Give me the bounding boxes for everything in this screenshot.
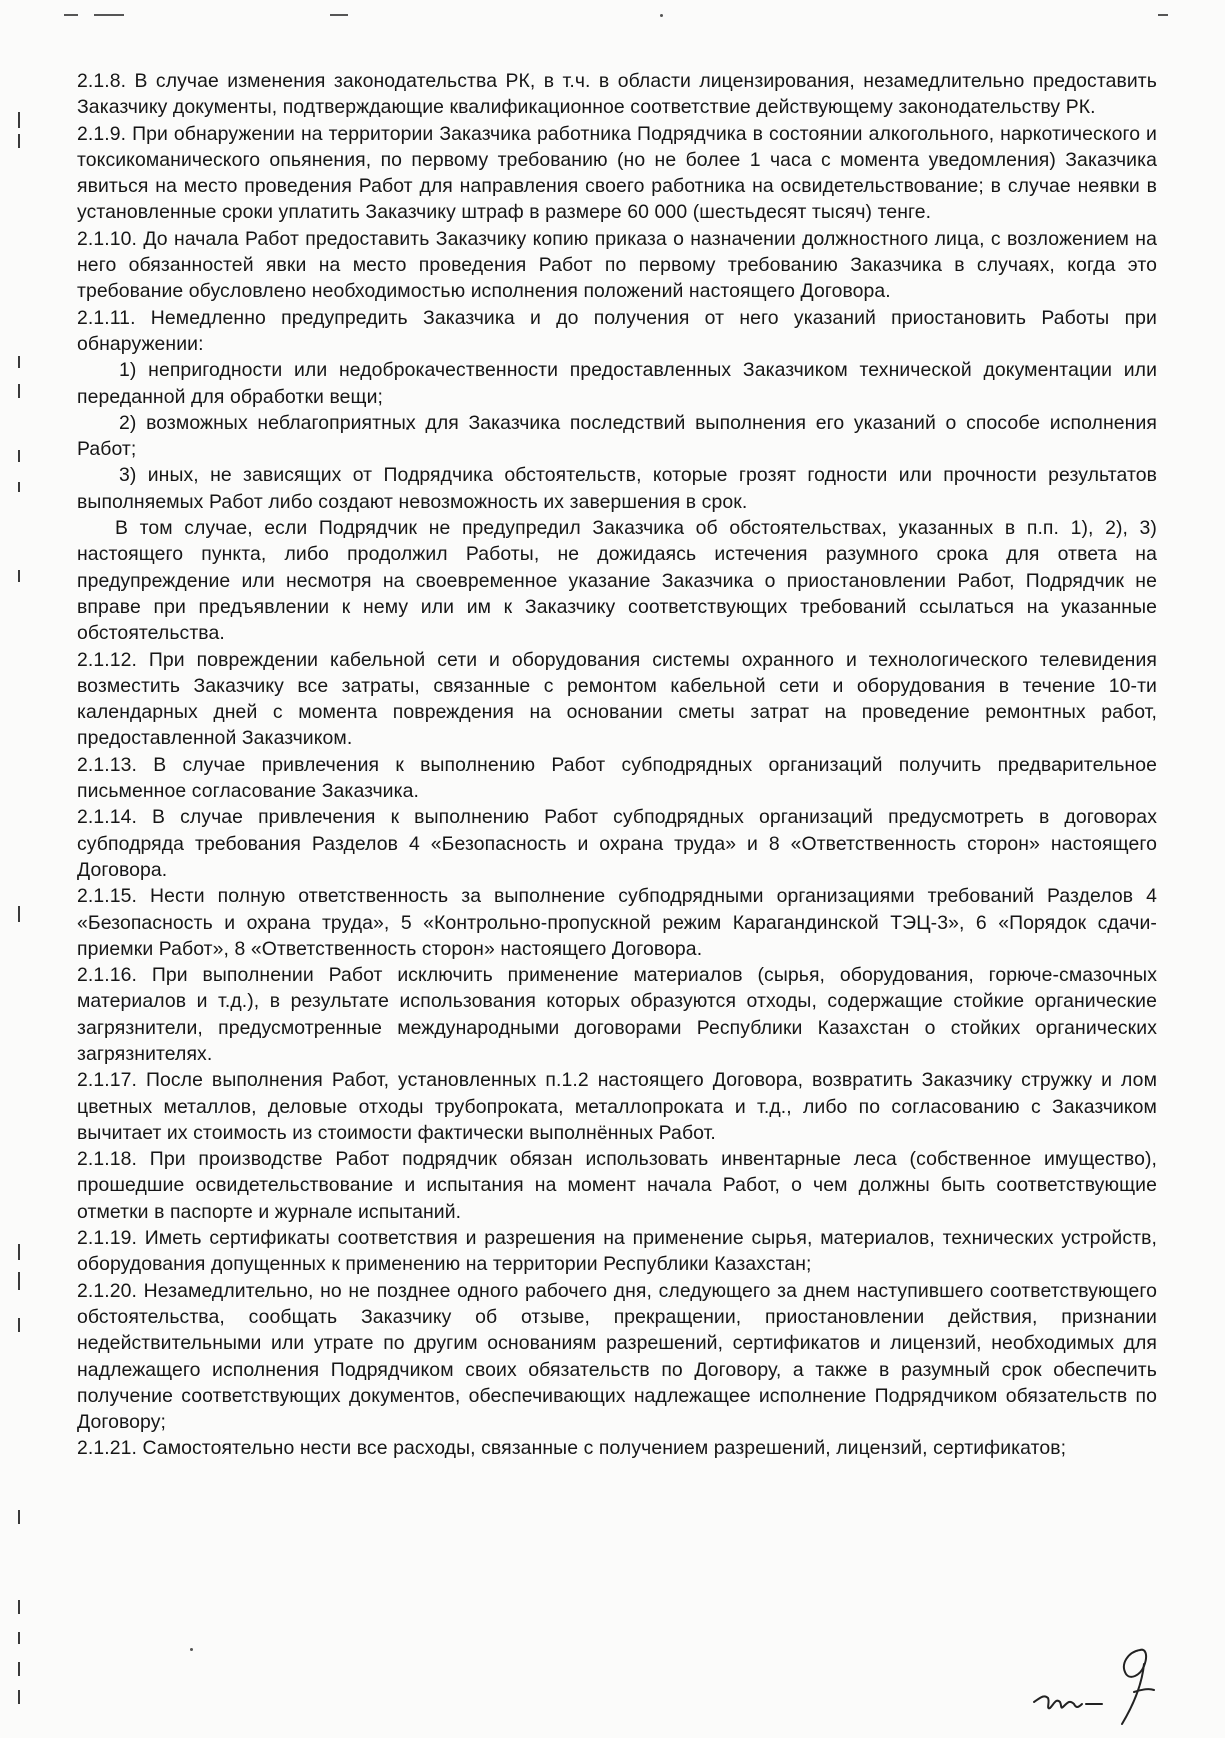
scan-mark: [18, 1244, 20, 1260]
paragraph-p2111c: 3) иных, не зависящих от Подрядчика обстоятельств, которые грозят годности или прочности результатов выполняемых Работ либо создают невозможность их завершения в срок.: [77, 464, 1157, 513]
signature: [1030, 1640, 1170, 1730]
paragraph-p2115: 2.1.15. Нести полную ответственность за выполнение субподрядными организациями требований Разделов 4 «Безопасность и охрана труда», 5 «Контрольно-пропускной режим Карагандинской ТЭЦ-3», 6 «Порядок сдачи-приемки Работ», 8 «Ответственность сторон» настоящего Договора.: [77, 885, 1157, 960]
scan-mark: [18, 450, 20, 462]
scan-mark: [660, 14, 663, 17]
paragraph-p2120: 2.1.20. Незамедлительно, но не позднее одного рабочего дня, следующего за днем наступившего соответствующего обстоятельства, сообщать Заказчику об отзыве, прекращении, приостановлении действия, признании недействительными или утрате по другим основаниям разрешений, сертификатов и лицензий, необходимых для надлежащего исполнения Подрядчиком своих обязательств по Договору, а также в разумный срок обеспечить получение соответствующих документов, обеспечивающих надлежащее исполнение Подрядчиком обязательств по Договору;: [77, 1279, 1157, 1434]
paragraph-p2110: 2.1.10. До начала Работ предоставить Заказчику копию приказа о назначении должностного лица, с возложением на него обязанностей явки на место проведения Работ по первому требованию Заказчика в случаях, когда это требование обусловлено необходимостью исполнения положений настоящего Договора.: [77, 227, 1157, 303]
scan-mark: [18, 1318, 20, 1332]
scan-mark: [18, 356, 20, 368]
paragraph-p2111b: 2) возможных неблагоприятных для Заказчика последствий выполнения его указаний о способе исполнения Работ;: [77, 411, 1157, 461]
scan-mark: [18, 134, 20, 148]
scan-mark: [18, 482, 20, 492]
paragraph-p2113: 2.1.13. В случае привлечения к выполнению Работ субподрядных организаций получить предварительное письменное согласование Заказчика.: [77, 753, 1157, 803]
scan-mark: [18, 570, 20, 582]
scan-mark: [18, 384, 20, 398]
paragraph-p2112: 2.1.12. При повреждении кабельной сети и оборудования системы охранного и технологического телевидения возместить Заказчику все затраты, связанные с ремонтом кабельной сети и оборудования в течение 10-ти календарных дней с момента повреждения на основании сметы затрат на проведение ремонтных работ, предоставленной Заказчиком.: [77, 648, 1157, 750]
paragraph-p219: 2.1.9. При обнаружении на территории Заказчика работника Подрядчика в состоянии алкогольного, наркотического и токсикоманического опьянения, по первому требованию (но не более 1 часа с момента уведомления) Заказчика явиться на место проведения Работ для направления своего работника на освидетельствование; в случае неявки в установленные сроки уплатить Заказчику штраф в размере 60 000 (шестьдесят тысяч) тенге.: [77, 122, 1157, 224]
scan-mark: [64, 14, 78, 16]
paragraph-p2116: 2.1.16. При выполнении Работ исключить применение материалов (сырья, оборудования, горюче-смазочных материалов и т.д.), в результате использования которых образуются отходы, содержащие стойкие органические загрязнители, предусмотренные международными договорами Республики Казахстан о стойких органических загрязнителях.: [77, 964, 1157, 1065]
scan-mark: [1158, 14, 1168, 16]
document-body: [77, 68, 1157, 1462]
paragraph-p2111a: 1) непригодности или недоброкачественности предоставленных Заказчиком технической документации или переданной для обработки вещи;: [77, 359, 1157, 408]
paragraph-p2118: 2.1.18. При производстве Работ подрядчик обязан использовать инвентарные леса (собственное имущество), прошедшие освидетельствование и испытания на момент начала Работ, о чем должны быть соответствующие отметки в паспорте и журнале испытаний.: [77, 1148, 1157, 1223]
paragraph-p2117: 2.1.17. После выполнения Работ, установленных п.1.2 настоящего Договора, возвратить Заказчику стружку и лом цветных металлов, деловые отходы трубопроката, металлопроката и т.д., либо по согласованию с Заказчиком вычитает их стоимость из стоимости фактически выполнённых Работ.: [77, 1069, 1157, 1144]
scan-mark: [190, 1648, 193, 1651]
paragraph-p2121: 2.1.21. Самостоятельно нести все расходы, связанные с получением разрешений, лицензий, сертификатов;: [77, 1437, 1067, 1460]
scan-mark: [18, 1600, 20, 1614]
paragraph-p2119: 2.1.19. Иметь сертификаты соответствия и разрешения на применение сырья, материалов, технических устройств, оборудования допущенных к применению на территории Республики Казахстан;: [77, 1227, 1157, 1276]
scan-mark: [18, 906, 20, 922]
scan-mark: [94, 14, 124, 16]
scan-mark: [18, 1662, 20, 1676]
paragraph-p2111d: В том случае, если Подрядчик не предупредил Заказчика об обстоятельствах, указанных в п.п. 1), 2), 3) настоящего пункта, либо продолжил Работы, не дожидаясь истечения разумного срока для ответа на предупреждение или несмотря на своевременное указание Заказчика о приостановлении Работ, Подрядчик не вправе при предъявлении к нему или им к Заказчику соответствующих требований ссылаться на указанные обстоятельства.: [77, 517, 1157, 645]
scan-mark: [18, 112, 20, 128]
scan-mark: [18, 1632, 20, 1644]
paragraph-p2114: 2.1.14. В случае привлечения к выполнению Работ субподрядных организаций предусмотреть в договорах субподряда требования Разделов 4 «Безопасность и охрана труда» и 8 «Ответственность сторон» настоящего Договора.: [77, 806, 1157, 881]
scan-mark: [18, 1690, 20, 1704]
scan-mark: [18, 1510, 20, 1524]
scan-mark: [330, 14, 348, 16]
scan-mark: [18, 1272, 20, 1290]
paragraph-p218: 2.1.8. В случае изменения законодательства РК, в т.ч. в области лицензирования, незамедлительно предоставить Заказчику документы, подтверждающие квалификационное соответствие действующему законодательству РК.: [77, 70, 1157, 119]
paragraph-p2111: 2.1.11. Немедленно предупредить Заказчика и до получения от него указаний приостановить Работы при обнаружении:: [77, 306, 1157, 355]
